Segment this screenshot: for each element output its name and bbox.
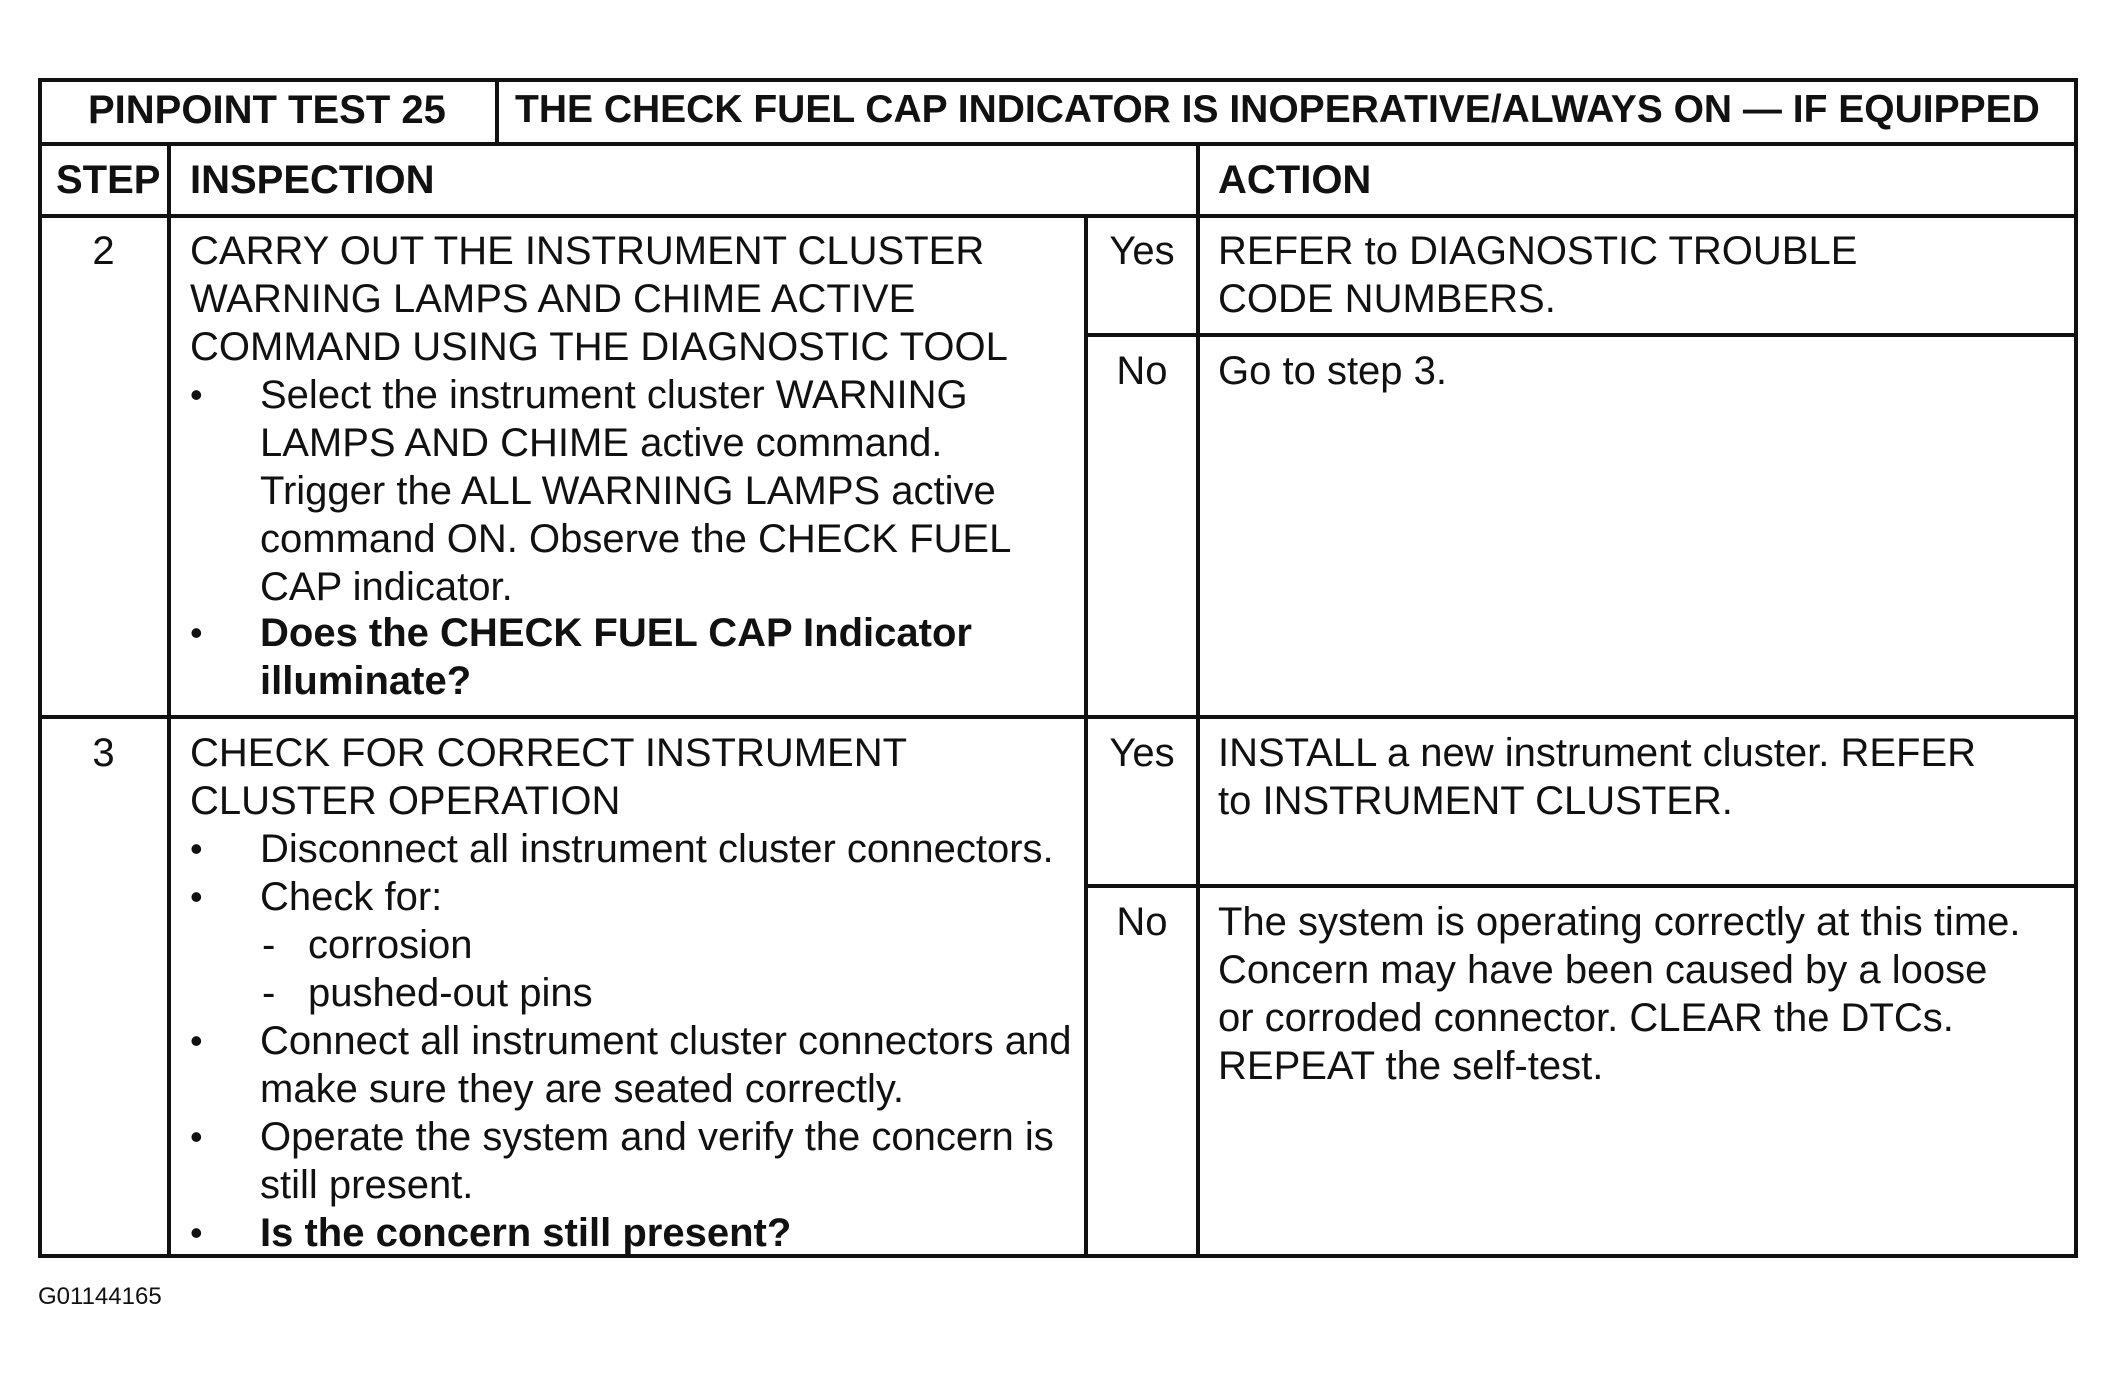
step-2-no-action: Go to step 3. [1218,349,1448,393]
step-3-bullet-operate: Operate the system and verify the concern is still present. [260,1115,1054,1207]
inspection-column-header: INSPECTION [190,158,435,202]
step-2-question: Does the CHECK FUEL CAP Indicator illuminate? [260,611,972,703]
step-3-question: Is the concern still present? [260,1211,792,1255]
bullet-icon: • [190,612,203,653]
step-3-sub-corrosion: corrosion [308,923,473,967]
step-3-bullet-disconnect: Disconnect all instrument cluster connectors. [260,827,1054,871]
answer-action-divider [1196,142,1200,1258]
step-2-no-label: No [1116,349,1168,393]
step-3-sub-pushed-out-pins: pushed-out pins [308,971,593,1015]
step-col-divider [167,142,171,1258]
step-2-heading: CARRY OUT THE INSTRUMENT CLUSTER WARNING LAMPS AND CHIME ACTIVE COMMAND USING THE DIAGNOSTIC TOOL [190,229,1008,369]
bullet-icon: • [190,374,203,415]
step-3-no-action: The system is operating correctly at this time. Concern may have been caused by a loose or corroded connector. CLEAR the DTCs. REPEAT the self-test. [1218,900,2021,1088]
step-3-heading: CHECK FOR CORRECT INSTRUMENT CLUSTER OPERATION [190,731,908,823]
step-3-yes-action: INSTALL a new instrument cluster. REFER to INSTRUMENT CLUSTER. [1218,731,1977,823]
step-3-bullet-connect: Connect all instrument cluster connectors and make sure they are seated correctly. [260,1019,1072,1111]
bullet-icon: • [190,1212,203,1253]
test-title: THE CHECK FUEL CAP INDICATOR IS INOPERATIVE/ALWAYS ON — IF EQUIPPED [515,88,2040,131]
step2-yes-no-divider [1084,333,2078,337]
step-2-instruction: Select the instrument cluster WARNING LAMPS AND CHIME active command. Trigger the ALL WARNING LAMPS active command ON. Observe the CHECK FUEL CAP indicator. [260,373,1012,609]
figure-id: G01144165 [38,1283,162,1310]
action-column-header: ACTION [1218,158,1372,202]
step-2-number: 2 [92,229,115,273]
bullet-icon: • [190,876,203,917]
header-divider [38,142,2078,146]
step-2-yes-action: REFER to DIAGNOSTIC TROUBLE CODE NUMBERS. [1218,229,1858,321]
bullet-icon: • [190,1116,203,1157]
bullet-icon: • [190,828,203,869]
step-3-yes-label: Yes [1109,731,1175,775]
step-2-yes-label: Yes [1109,229,1175,273]
step-3-number: 3 [92,731,115,775]
step-3-bullet-check-for: Check for: [260,875,443,919]
header-col-divider [495,78,499,144]
step-column-header: STEP [56,158,161,202]
step-3-no-label: No [1116,900,1168,944]
step3-yes-no-divider [1084,884,2078,888]
dash-icon: - [262,923,276,967]
column-header-divider [38,214,2078,218]
bullet-icon: • [190,1020,203,1061]
dash-icon: - [262,971,276,1015]
test-label: PINPOINT TEST 25 [88,88,446,132]
step-divider [38,715,2078,719]
